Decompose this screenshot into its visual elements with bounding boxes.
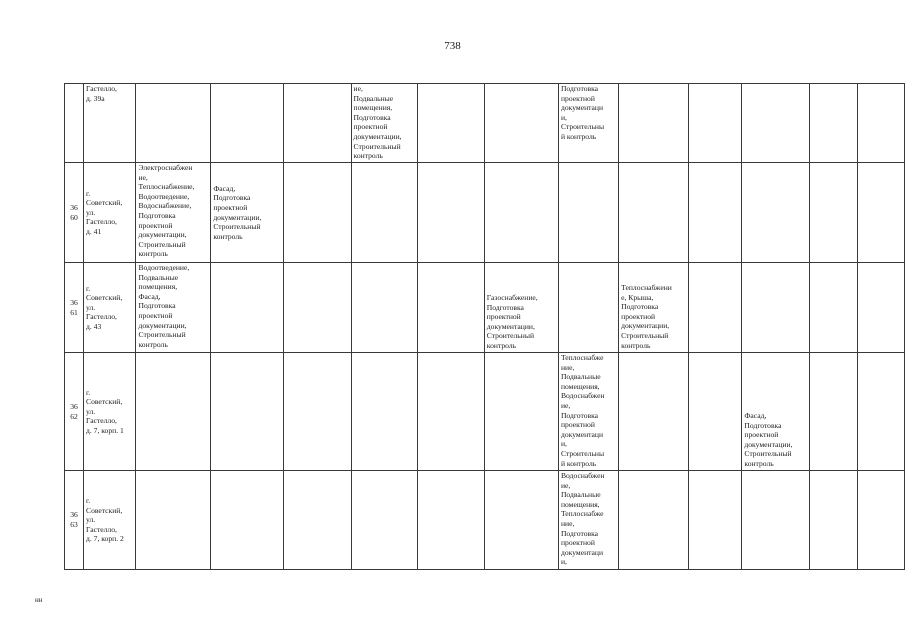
work-cell xyxy=(484,353,558,471)
work-cell xyxy=(136,353,211,471)
cell-text-line: Подготовка xyxy=(560,528,599,538)
work-cell xyxy=(211,84,284,163)
cell-text-line: д. 39а xyxy=(86,93,105,103)
address-cell xyxy=(84,163,136,263)
row-number-line: 60 xyxy=(70,212,78,222)
cell-text-line: документации, xyxy=(138,230,187,240)
cell-text-line: Электроснабжен xyxy=(138,163,193,172)
work-cell xyxy=(484,263,558,353)
cell-text-line: Водоотведение, xyxy=(138,191,190,201)
cell-text-line: Строительный xyxy=(213,222,261,232)
table-row xyxy=(65,471,905,570)
cell-text-line: Водоотведение, xyxy=(138,263,190,272)
cell-text-line: Подготовка xyxy=(744,420,782,430)
work-cell xyxy=(211,353,284,471)
cell-text-line: г. xyxy=(86,283,91,293)
cell-text-line: документаци xyxy=(560,547,604,557)
row-number-line: 36 xyxy=(70,510,78,520)
work-cell xyxy=(558,471,618,570)
cell-text-line: Подвальные xyxy=(560,372,601,382)
cell-text-line: ул. xyxy=(86,302,96,312)
cell-text-line: контроль xyxy=(138,339,168,349)
row-number-line: 63 xyxy=(70,520,78,529)
work-cell xyxy=(858,471,905,570)
work-cell xyxy=(810,471,858,570)
cell-text-line: контроль xyxy=(744,458,774,468)
work-cell xyxy=(858,263,905,353)
row-number-cell xyxy=(65,263,84,353)
cell-text-line: Водоснабжение, xyxy=(138,201,192,211)
cell-text-line: проектной xyxy=(213,202,248,212)
work-cell xyxy=(284,263,351,353)
cell-text-line: Подвальные xyxy=(353,93,394,103)
cell-text-line: Фасад, xyxy=(213,183,236,193)
work-cell xyxy=(858,163,905,263)
work-cell xyxy=(417,163,484,263)
cell-text-line: д. 7, корп. 2 xyxy=(86,534,124,544)
cell-text-line: Строительны xyxy=(560,448,605,458)
work-cell xyxy=(619,353,689,471)
cell-text-line: проектной xyxy=(560,538,595,548)
work-cell xyxy=(284,353,351,471)
cell-text-line: Подготовка xyxy=(138,301,176,311)
table-row xyxy=(65,353,905,471)
cell-text-line: проектной xyxy=(560,420,595,430)
row-number-cell xyxy=(65,163,84,263)
work-cell xyxy=(810,353,858,471)
cell-text-line: документации, xyxy=(138,320,187,330)
cell-text-line: ул. xyxy=(86,406,96,416)
work-cell xyxy=(858,353,905,471)
work-cell xyxy=(810,263,858,353)
cell-text-line: й контроль xyxy=(560,458,597,468)
cell-text-line: ние, xyxy=(560,518,575,528)
work-cell xyxy=(211,471,284,570)
cell-text-line: Советский, xyxy=(86,397,123,407)
cell-text-line: ние, xyxy=(560,362,575,372)
cell-text-line: Подготовка xyxy=(213,193,251,203)
cell-text-line: ие, xyxy=(353,84,363,93)
row-number-cell xyxy=(65,471,84,570)
cell-text-line: г. xyxy=(86,188,91,198)
cell-text-line: контроль xyxy=(353,151,383,161)
cell-text-line: Теплоснабже xyxy=(560,509,604,519)
cell-text-line: Газоснабжение, xyxy=(486,293,538,302)
cell-text-line: Строительный xyxy=(486,331,535,341)
table-row xyxy=(65,163,905,263)
cell-text-line: д. 7, корп. 1 xyxy=(86,425,124,435)
cell-text-line: проектной xyxy=(744,430,779,440)
cell-text-line: проектной xyxy=(138,220,173,230)
cell-text-line: проектной xyxy=(560,93,595,103)
cell-text-line: Подготовка xyxy=(560,84,599,93)
work-cell xyxy=(417,84,484,163)
cell-text-line: помещения, xyxy=(138,282,178,292)
cell-text-line: Подготовка xyxy=(486,302,524,312)
row-number-line: 62 xyxy=(70,411,78,421)
cell-text-line: Фасад, xyxy=(138,291,161,301)
work-cell xyxy=(558,263,618,353)
work-cell xyxy=(558,163,618,263)
row-number-line: 36 xyxy=(70,297,78,307)
cell-text-line: и, xyxy=(560,557,567,567)
cell-text-line: Подготовка xyxy=(353,112,391,122)
work-cell xyxy=(742,263,810,353)
cell-text-line: ие, xyxy=(138,172,148,182)
cell-text-line: Строительный xyxy=(621,330,669,340)
cell-text-line: документации, xyxy=(744,439,793,449)
work-cell xyxy=(211,263,284,353)
cell-text-line: контроль xyxy=(138,249,168,259)
cell-text-line: Подготовка xyxy=(621,302,659,312)
work-cell xyxy=(619,471,689,570)
work-cell xyxy=(417,263,484,353)
works-register-table xyxy=(64,83,905,570)
work-cell xyxy=(484,84,558,163)
cell-text-line: г. xyxy=(86,387,91,397)
work-cell xyxy=(284,84,351,163)
work-cell xyxy=(351,84,417,163)
cell-text-line: Гастелло, xyxy=(86,312,117,322)
work-cell xyxy=(558,84,618,163)
work-cell xyxy=(211,163,284,263)
work-cell xyxy=(351,471,417,570)
work-cell xyxy=(742,471,810,570)
work-cell xyxy=(688,163,741,263)
cell-text-line: проектной xyxy=(486,312,521,322)
cell-text-line: документаци xyxy=(560,429,604,439)
cell-text-line: Советский, xyxy=(86,198,123,208)
cell-text-line: помещения, xyxy=(560,381,600,391)
cell-text-line: Водоснабжен xyxy=(560,391,605,401)
work-cell xyxy=(417,471,484,570)
cell-text-line: й контроль xyxy=(560,131,597,141)
cell-text-line: проектной xyxy=(621,311,656,321)
cell-text-line: и, xyxy=(560,439,567,449)
cell-text-line: документации, xyxy=(353,131,402,141)
cell-text-line: документаци xyxy=(560,103,604,113)
row-number-cell xyxy=(65,353,84,471)
cell-text-line: Гастелло, xyxy=(86,524,117,534)
cell-text-line: контроль xyxy=(621,340,651,350)
work-cell xyxy=(810,163,858,263)
row-number-line: 36 xyxy=(70,401,78,411)
cell-text-line: Строительный xyxy=(138,330,186,340)
address-cell xyxy=(84,471,136,570)
work-cell xyxy=(619,263,689,353)
work-cell xyxy=(284,471,351,570)
cell-text-line: документации, xyxy=(486,321,535,331)
work-cell xyxy=(351,353,417,471)
work-cell xyxy=(858,84,905,163)
cell-text-line: Гастелло, xyxy=(86,217,117,227)
cell-text-line: Теплоснабже xyxy=(560,353,604,362)
work-cell xyxy=(619,84,689,163)
cell-text-line: Теплоснабжени xyxy=(621,283,672,292)
address-cell xyxy=(84,353,136,471)
row-number-line: 61 xyxy=(70,307,78,317)
work-cell xyxy=(351,263,417,353)
cell-text-line: Советский, xyxy=(86,293,123,303)
cell-text-line: Советский, xyxy=(86,505,123,515)
cell-text-line: Гастелло, xyxy=(86,416,117,426)
cell-text-line: Теплоснабжение, xyxy=(138,182,195,192)
work-cell xyxy=(558,353,618,471)
work-cell xyxy=(742,163,810,263)
cell-text-line: ие, xyxy=(560,480,571,490)
cell-text-line: Подготовка xyxy=(138,210,176,220)
cell-text-line: е, Крыша, xyxy=(621,292,654,302)
work-cell xyxy=(351,163,417,263)
footer-mark: нн xyxy=(35,596,43,604)
work-cell xyxy=(484,163,558,263)
row-number-cell xyxy=(65,84,84,163)
cell-text-line: документации, xyxy=(213,212,262,222)
work-cell xyxy=(136,471,211,570)
work-cell xyxy=(619,163,689,263)
work-cell xyxy=(688,84,741,163)
work-cell xyxy=(284,163,351,263)
address-cell xyxy=(84,84,136,163)
work-cell xyxy=(688,471,741,570)
cell-text-line: ул. xyxy=(86,515,96,525)
cell-text-line: Подвальные xyxy=(138,272,179,282)
cell-text-line: проектной xyxy=(353,122,388,132)
cell-text-line: контроль xyxy=(213,231,243,241)
cell-text-line: проектной xyxy=(138,310,173,320)
work-cell xyxy=(484,471,558,570)
cell-text-line: Строительный xyxy=(744,449,792,459)
cell-text-line: Строительный xyxy=(138,239,186,249)
work-cell xyxy=(810,84,858,163)
work-cell xyxy=(742,353,810,471)
cell-text-line: г. xyxy=(86,496,91,506)
cell-text-line: Строительны xyxy=(560,122,605,132)
cell-text-line: помещения, xyxy=(353,103,393,113)
cell-text-line: Подготовка xyxy=(560,410,599,420)
work-cell xyxy=(136,163,211,263)
cell-text-line: д. 43 xyxy=(86,321,102,331)
cell-text-line: помещения, xyxy=(560,499,600,509)
row-number-line: 36 xyxy=(70,202,78,212)
work-cell xyxy=(688,263,741,353)
cell-text-line: Строительный xyxy=(353,141,401,151)
cell-text-line: контроль xyxy=(486,340,517,350)
work-cell xyxy=(688,353,741,471)
work-cell xyxy=(136,84,211,163)
cell-text-line: документации, xyxy=(621,321,670,331)
table-row xyxy=(65,263,905,353)
page-number: 738 xyxy=(444,40,461,52)
cell-text-line: ие, xyxy=(560,400,571,410)
cell-text-line: ул. xyxy=(86,207,96,217)
cell-text-line: д. 41 xyxy=(86,226,102,236)
cell-text-line: Гастелло, xyxy=(86,84,117,93)
work-cell xyxy=(136,263,211,353)
address-cell xyxy=(84,263,136,353)
cell-text-line: Фасад, xyxy=(744,411,767,420)
cell-text-line: и, xyxy=(560,112,567,122)
work-cell xyxy=(742,84,810,163)
work-cell xyxy=(417,353,484,471)
cell-text-line: Водоснабжен xyxy=(560,471,605,480)
table-row xyxy=(65,84,905,163)
cell-text-line: Подвальные xyxy=(560,490,601,500)
